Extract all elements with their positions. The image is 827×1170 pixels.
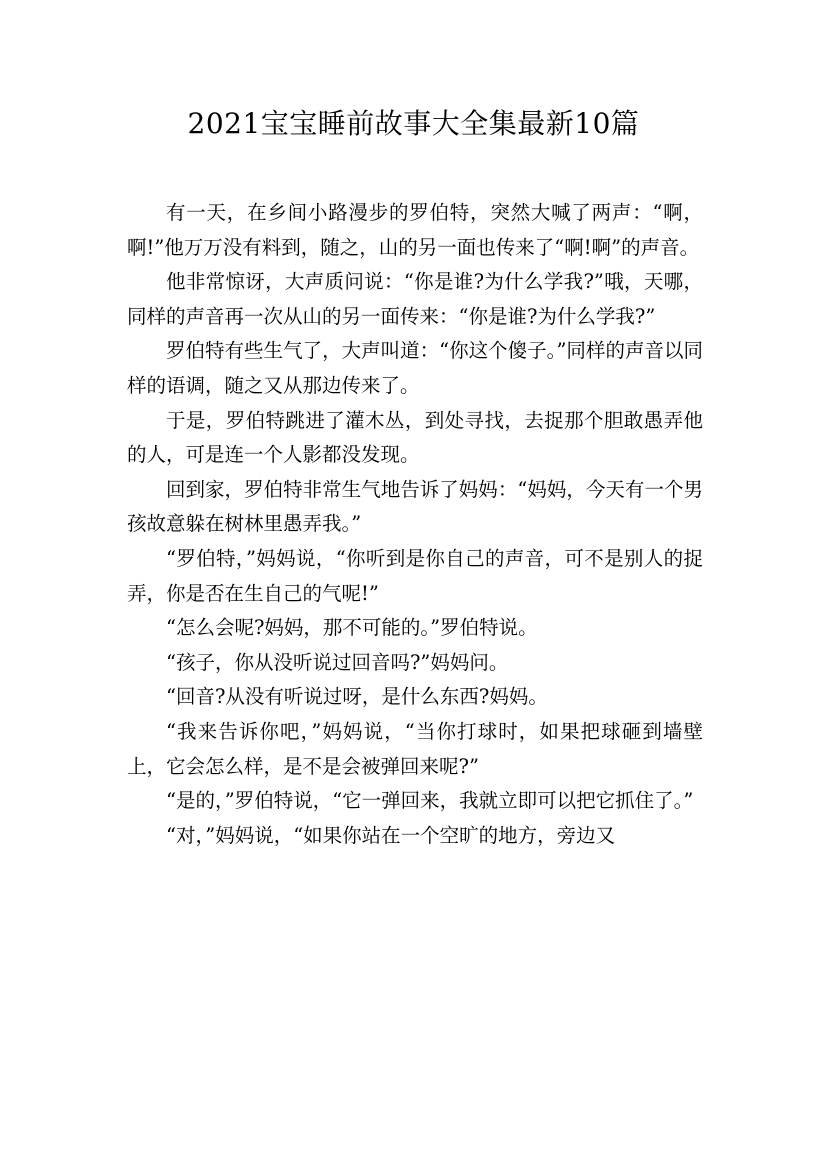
paragraph: “对，”妈妈说，“如果你站在一个空旷的地方，旁边又 (166, 823, 616, 847)
paragraph: “我来告诉你吧，”妈妈说，“当你打球时，如果把球砸到墙壁上，它会怎么样，是不是会被弹回来呢?” (127, 719, 703, 778)
paragraph: “是的，”罗伯特说，“它一弹回来，我就立即可以把它抓住了。” (166, 789, 694, 813)
story-body (127, 196, 703, 853)
document-title: 2021宝宝睡前故事大全集最新10篇 (187, 107, 640, 140)
paragraph: “孩子，你从没听说过回音吗?”妈妈问。 (166, 650, 509, 674)
paragraph: 他非常惊讶，大声质问说：“你是谁?为什么学我?”哦，天哪，同样的声音再一次从山的另一面传来：“你是谁?为什么学我?” (127, 270, 703, 328)
paragraph: “回音?从没有听说过呀，是什么东西?妈妈。 (166, 685, 548, 709)
paragraph: “怎么会呢?妈妈，那不可能的。”罗伯特说。 (166, 616, 538, 640)
paragraph: 于是，罗伯特跳进了灌木丛，到处寻找，去捉那个胆敢愚弄他的人，可是连一个人影都没发现。 (127, 408, 703, 467)
paragraph: 有一天，在乡间小路漫步的罗伯特，突然大喊了两声：“啊，啊!”他万万没有料到，随之，山的另一面也传来了“啊!啊”的声音。 (127, 201, 703, 259)
paragraph: 回到家，罗伯特非常生气地告诉了妈妈：“妈妈，今天有一个男孩故意躲在树林里愚弄我。” (127, 477, 703, 536)
paragraph: “罗伯特，”妈妈说，“你听到是你自己的声音，可不是别人的捉弄，你是否在生自己的气呢!” (127, 546, 703, 605)
paragraph: 罗伯特有些生气了，大声叫道：“你这个傻子。”同样的声音以同样的语调，随之又从那边传来了。 (127, 339, 703, 397)
